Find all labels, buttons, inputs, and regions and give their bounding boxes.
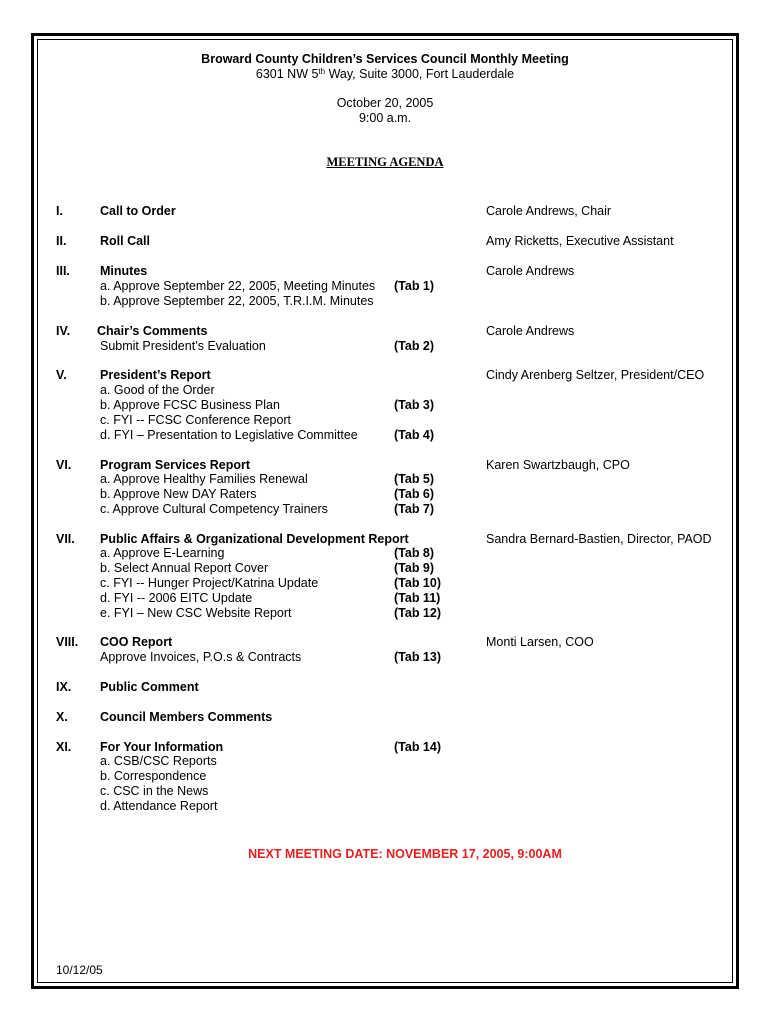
sub-item: b. Correspondence bbox=[100, 769, 207, 783]
sub-item: d. Attendance Report bbox=[100, 799, 218, 813]
item-presenter: Karen Swartzbaugh, CPO bbox=[486, 458, 630, 472]
sub-item: a. Good of the Order bbox=[100, 383, 215, 397]
meeting-time: 9:00 a.m. bbox=[358, 111, 412, 125]
item-number: X. bbox=[56, 710, 68, 724]
sub-item: c. FYI -- FCSC Conference Report bbox=[100, 413, 292, 427]
sub-item: d. FYI -- 2006 EITC Update bbox=[100, 591, 253, 605]
item-presenter: Cindy Arenberg Seltzer, President/CEO bbox=[486, 368, 705, 382]
item-presenter: Sandra Bernard-Bastien, Director, PAOD bbox=[486, 532, 712, 546]
address-part: 6301 NW 5 bbox=[255, 67, 319, 81]
sub-item: Submit President’s Evaluation bbox=[100, 339, 266, 353]
tab-reference: (Tab 6) bbox=[394, 487, 435, 501]
sub-item: b. Select Annual Report Cover bbox=[100, 561, 269, 575]
tab-reference: (Tab 10) bbox=[394, 576, 441, 590]
item-title: Public Affairs & Organizational Development Report bbox=[100, 532, 409, 546]
tab-reference: (Tab 1) bbox=[394, 279, 435, 293]
sub-item: b. Approve September 22, 2005, T.R.I.M. Minutes bbox=[100, 294, 374, 308]
item-number: XI. bbox=[56, 740, 72, 754]
item-title: Call to Order bbox=[100, 204, 176, 218]
tab-reference: (Tab 12) bbox=[394, 606, 441, 620]
item-title: Minutes bbox=[100, 264, 148, 278]
sub-item: c. FYI -- Hunger Project/Katrina Update bbox=[100, 576, 319, 590]
item-title: Program Services Report bbox=[100, 458, 251, 472]
item-presenter: Carole Andrews, Chair bbox=[486, 204, 612, 218]
item-number: VII. bbox=[56, 532, 75, 546]
item-number: II. bbox=[56, 234, 67, 248]
item-number: I. bbox=[56, 204, 63, 218]
meeting-address bbox=[0, 67, 770, 82]
next-meeting-date: NEXT MEETING DATE: NOVEMBER 17, 2005, 9:00AM bbox=[248, 847, 562, 861]
tab-reference: (Tab 7) bbox=[394, 502, 435, 516]
sub-item: b. Approve FCSC Business Plan bbox=[100, 398, 280, 412]
item-title: President’s Report bbox=[100, 368, 211, 382]
item-title: For Your Information bbox=[100, 740, 224, 754]
item-presenter: Carole Andrews bbox=[486, 324, 575, 338]
sub-item: a. Approve Healthy Families Renewal bbox=[100, 472, 308, 486]
item-number: III. bbox=[56, 264, 70, 278]
sub-item: d. FYI – Presentation to Legislative Committee bbox=[100, 428, 358, 442]
tab-reference: (Tab 14) bbox=[394, 740, 441, 754]
item-presenter: Carole Andrews bbox=[486, 264, 575, 278]
item-title: COO Report bbox=[100, 635, 173, 649]
tab-reference: (Tab 2) bbox=[394, 339, 435, 353]
item-title: Public Comment bbox=[100, 680, 199, 694]
tab-reference: (Tab 13) bbox=[394, 650, 441, 664]
sub-item: b. Approve New DAY Raters bbox=[100, 487, 257, 501]
tab-reference: (Tab 3) bbox=[394, 398, 435, 412]
tab-reference: (Tab 8) bbox=[394, 546, 435, 560]
sub-item: c. CSC in the News bbox=[100, 784, 209, 798]
tab-reference: (Tab 4) bbox=[394, 428, 435, 442]
item-number: VIII. bbox=[56, 635, 79, 649]
sub-item: a. CSB/CSC Reports bbox=[100, 754, 217, 768]
item-number: IX. bbox=[56, 680, 72, 694]
sub-item: Approve Invoices, P.O.s & Contracts bbox=[100, 650, 302, 664]
sub-item: a. Approve E-Learning bbox=[100, 546, 225, 560]
item-number: IV. bbox=[56, 324, 71, 338]
meeting-date: October 20, 2005 bbox=[336, 96, 434, 110]
item-title: Chair’s Comments bbox=[97, 324, 208, 338]
sub-item: c. Approve Cultural Competency Trainers bbox=[100, 502, 328, 516]
item-title: Roll Call bbox=[100, 234, 151, 248]
sub-item: a. Approve September 22, 2005, Meeting Minutes bbox=[100, 279, 376, 293]
item-number: V. bbox=[56, 368, 67, 382]
item-presenter: Amy Ricketts, Executive Assistant bbox=[486, 234, 674, 248]
item-presenter: Monti Larsen, COO bbox=[486, 635, 594, 649]
agenda-heading: MEETING AGENDA bbox=[326, 155, 444, 169]
meeting-title: Broward County Children’s Services Council Monthly Meeting bbox=[201, 52, 569, 66]
item-number: VI. bbox=[56, 458, 72, 472]
tab-reference: (Tab 11) bbox=[394, 591, 441, 605]
address-part: Way, Suite 3000, Fort Lauderdale bbox=[325, 67, 515, 81]
tab-reference: (Tab 5) bbox=[394, 472, 435, 486]
tab-reference: (Tab 9) bbox=[394, 561, 435, 575]
address-superscript: th bbox=[318, 67, 326, 76]
footer-date: 10/12/05 bbox=[56, 963, 103, 977]
item-title: Council Members Comments bbox=[100, 710, 273, 724]
sub-item: e. FYI – New CSC Website Report bbox=[100, 606, 292, 620]
